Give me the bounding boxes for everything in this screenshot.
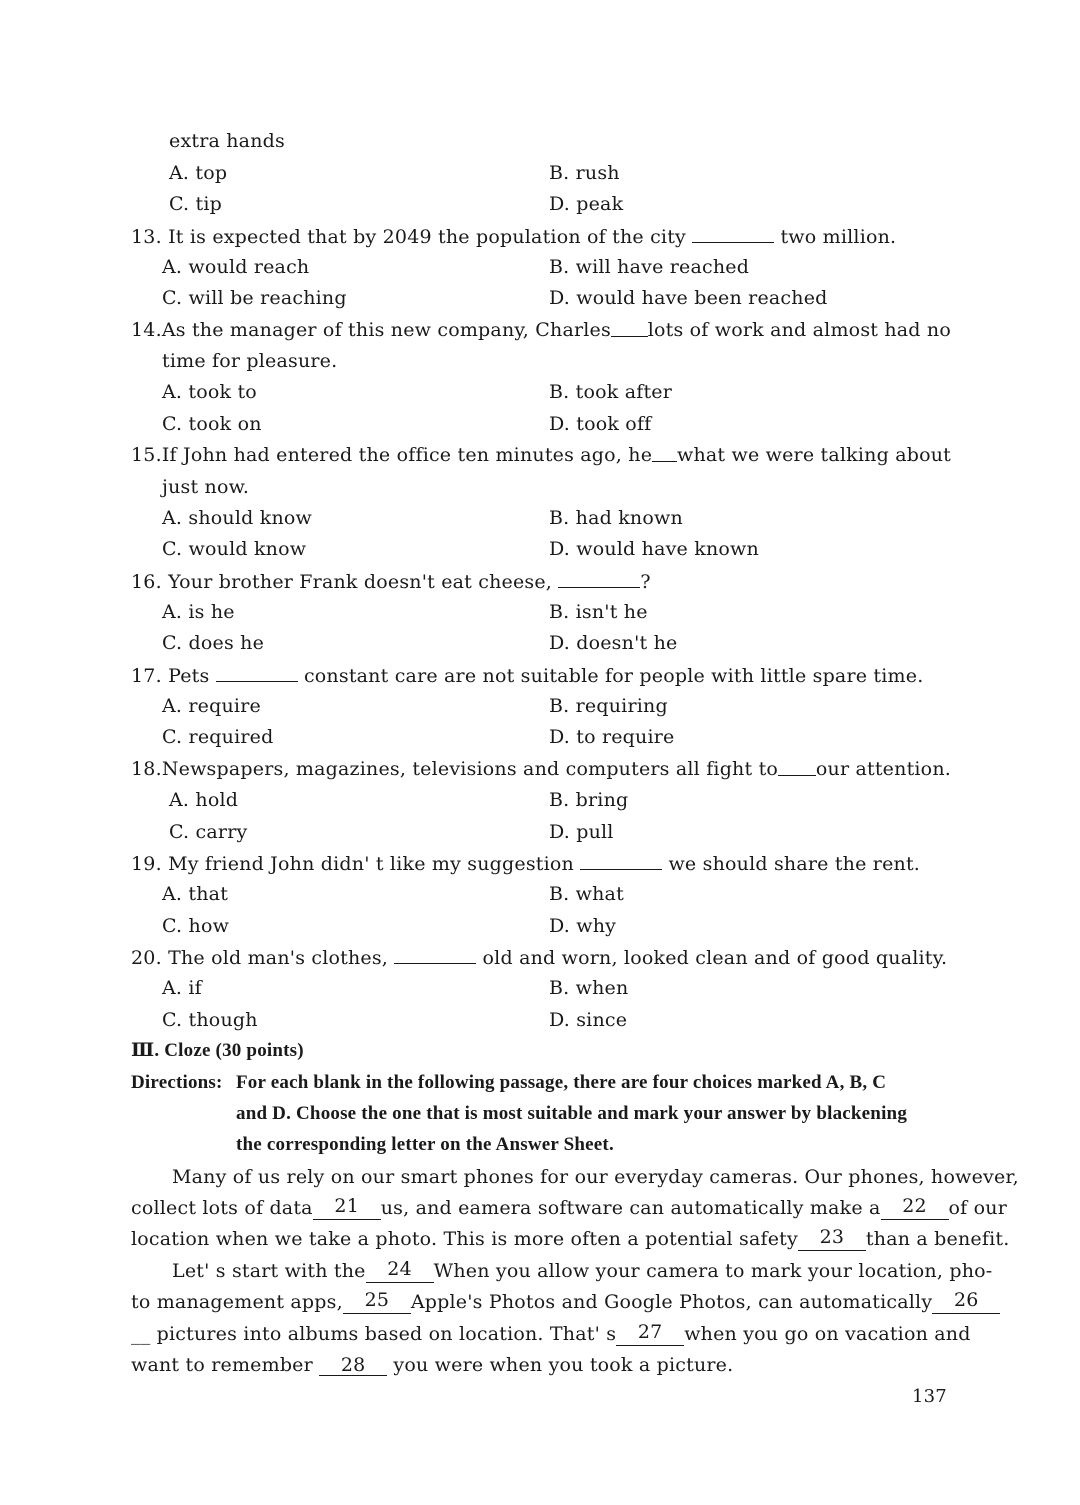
- question-number: 13.: [131, 226, 162, 248]
- q17-option-a: A. require: [162, 695, 261, 717]
- q14-text-post: lots of work and almost had no: [647, 319, 951, 341]
- q19-option-d: D. why: [549, 915, 617, 937]
- question-number: 19.: [131, 853, 162, 875]
- q20-option-d: D. since: [549, 1009, 628, 1031]
- q19-option-c: C. how: [162, 915, 230, 937]
- q14-option-a: A. took to: [162, 381, 257, 403]
- q19-option-a: A. that: [162, 883, 229, 905]
- q17-text-pre: Pets: [168, 665, 210, 687]
- q17-option-c: C. required: [162, 726, 274, 748]
- q12-option-a: A. top: [169, 162, 228, 184]
- blank-28: 28: [319, 1355, 387, 1376]
- q16-option-c: C. does he: [162, 632, 265, 654]
- q13-option-c: C. will be reaching: [162, 287, 347, 309]
- q16-text-pre: Your brother Frank doesn't eat cheese,: [168, 571, 553, 593]
- q15-option-d: D. would have known: [549, 538, 759, 560]
- q14-stem-cont: time for pleasure.: [162, 350, 338, 372]
- directions-line-2: and D. Choose the one that is most suitable and mark your answer by blackening: [236, 1103, 908, 1124]
- q20-text-pre: The old man's clothes,: [168, 947, 389, 969]
- q15-option-a: A. should know: [162, 507, 312, 529]
- q16-option-d: D. doesn't he: [549, 632, 678, 654]
- p2-text: Apple's Photos and Google Photos, can automatically: [410, 1291, 933, 1313]
- q13-text-post: two million.: [780, 226, 897, 248]
- q18-option-d: D. pull: [549, 821, 614, 843]
- p1-line-1: Many of us rely on our smart phones for our everyday cameras. Our phones, however,: [172, 1166, 1019, 1188]
- q17-blank: [216, 663, 298, 682]
- p2-text: you were when you took a picture.: [393, 1354, 734, 1376]
- q16-option-a: A. is he: [162, 601, 235, 623]
- q14-stem: [131, 318, 951, 342]
- section-heading: Ⅲ. Cloze (30 points): [131, 1040, 304, 1061]
- q18-text-post: our attention.: [815, 758, 951, 780]
- p1-text: collect lots of data: [131, 1197, 313, 1219]
- blank-22: 22: [881, 1196, 949, 1220]
- q19-option-b: B. what: [549, 883, 624, 905]
- q15-option-c: C. would know: [162, 538, 307, 560]
- p1-text: us, and eamera software can automatically make a: [380, 1197, 881, 1219]
- p1-text: of our: [948, 1197, 1008, 1219]
- q19-text-post: we should share the rent.: [668, 853, 921, 875]
- q17-option-b: B. requiring: [549, 695, 668, 717]
- q14-blank: [611, 318, 648, 337]
- p2-text: when you go on vacation and: [684, 1323, 971, 1345]
- blank-26: 26: [932, 1290, 1000, 1314]
- q18-text-pre: Newspapers, magazines, televisions and computers all fight to: [161, 758, 779, 780]
- q19-text-pre: My friend John didn' t like my suggestion: [168, 853, 574, 875]
- q20-option-c: C. though: [162, 1009, 258, 1031]
- p2-line-3: [131, 1321, 971, 1346]
- question-number: 16.: [131, 571, 162, 593]
- q15-text-post: what we were talking about: [677, 444, 951, 466]
- q20-option-a: A. if: [162, 977, 202, 999]
- directions-text-1: For each blank in the following passage, there are four choices marked A, B, C: [236, 1072, 887, 1093]
- q13-blank: [692, 224, 774, 243]
- q14-option-d: D. took off: [549, 413, 652, 435]
- q13-option-b: B. will have reached: [549, 256, 750, 278]
- q16-stem: [131, 569, 651, 594]
- q17-stem: [131, 663, 923, 688]
- q12-option-d: D. peak: [549, 193, 624, 215]
- q15-blank: [652, 443, 677, 462]
- q20-stem: [131, 945, 947, 970]
- blank-24: 24: [366, 1259, 434, 1283]
- q13-stem: [131, 224, 896, 249]
- q16-option-b: B. isn't he: [549, 601, 648, 623]
- p1-line-2: [131, 1195, 1008, 1220]
- q12-tail: extra hands: [169, 130, 285, 152]
- p2-text: __ pictures into albums based on location. That' s: [131, 1323, 617, 1345]
- question-number: 14.: [131, 319, 162, 341]
- q15-text-pre: If John had entered the office ten minutes ago, he: [161, 444, 653, 466]
- p1-line-3: [131, 1226, 1010, 1251]
- p2-line-4: [131, 1353, 733, 1377]
- q13-text-pre: It is expected that by 2049 the population of the city: [168, 226, 686, 248]
- question-number: 20.: [131, 947, 162, 969]
- q12-option-c: C. tip: [169, 193, 223, 215]
- q15-stem-cont: just now.: [162, 476, 250, 498]
- p2-text: Let' s start with the: [172, 1260, 366, 1282]
- p2-text: want to remember: [131, 1354, 313, 1376]
- q15-stem: [131, 443, 951, 467]
- q20-blank: [394, 945, 476, 964]
- p1-text: location when we take a photo. This is more often a potential safety: [131, 1228, 798, 1250]
- q18-option-a: A. hold: [169, 789, 239, 811]
- q20-text-post: old and worn, looked clean and of good quality.: [482, 947, 948, 969]
- q18-stem: [131, 757, 951, 781]
- question-number: 18.: [131, 758, 162, 780]
- p2-text: When you allow your camera to mark your location, pho-: [433, 1260, 993, 1282]
- directions-line-1: [236, 1071, 951, 1095]
- q17-text-post: constant care are not suitable for people with little spare time.: [303, 665, 924, 687]
- q14-option-b: B. took after: [549, 381, 673, 403]
- q16-text-post: ?: [640, 571, 651, 593]
- q18-option-c: C. carry: [169, 821, 248, 843]
- directions-line-3: the corresponding letter on the Answer Sheet.: [236, 1134, 614, 1155]
- blank-27: 27: [616, 1322, 684, 1346]
- p2-line-1: [172, 1258, 993, 1283]
- q13-option-a: A. would reach: [162, 256, 310, 278]
- p1-text: than a benefit.: [865, 1228, 1010, 1250]
- q16-blank: [558, 569, 640, 588]
- q15-option-b: B. had known: [549, 507, 683, 529]
- question-number: 17.: [131, 665, 162, 687]
- q19-stem: [131, 851, 920, 876]
- q19-blank: [580, 851, 662, 870]
- q18-option-b: B. bring: [549, 789, 629, 811]
- page-number: 137: [912, 1386, 947, 1407]
- p2-text: to management apps,: [131, 1291, 343, 1313]
- p2-line-2: [131, 1289, 979, 1314]
- q20-option-b: B. when: [549, 977, 629, 999]
- blank-25: 25: [343, 1290, 411, 1314]
- blank-23: 23: [798, 1227, 866, 1251]
- q14-option-c: C. took on: [162, 413, 262, 435]
- question-number: 15.: [131, 444, 162, 466]
- q14-text-pre: As the manager of this new company, Charles: [161, 319, 611, 341]
- q18-blank: [778, 757, 816, 776]
- q13-option-d: D. would have been reached: [549, 287, 828, 309]
- directions-label: Directions:: [131, 1072, 223, 1093]
- q17-option-d: D. to require: [549, 726, 675, 748]
- q12-option-b: B. rush: [549, 162, 620, 184]
- blank-21: 21: [313, 1196, 381, 1220]
